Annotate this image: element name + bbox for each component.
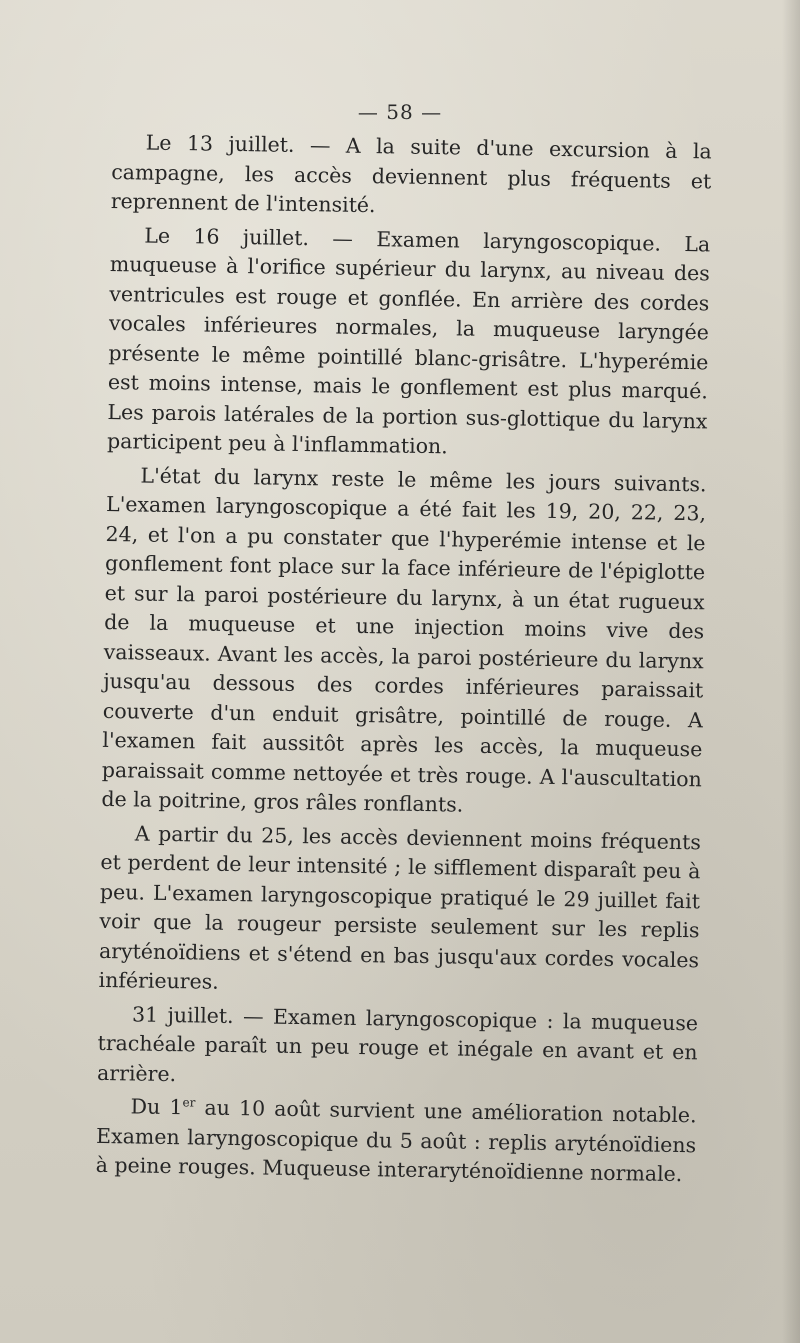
page-number: — 58 — [357,100,443,124]
paragraph-jours-suivants: L'état du larynx reste le même les jours suivants. L'examen laryngoscopique a été fait les 19, 20, 22, 23, 24, et l'on a pu constater que l'hyperémie intense et le gonflement font place sur la face inférieure de l'épiglotte et sur la paroi postérieure du larynx, à un état rugueux de la muqueuse et une injection moins vive des vaisseaux. Avant les accès, la paroi postérieure du larynx jusqu'au dessous des cordes inférieures paraissait couverte d'un enduit grisâtre, pointillé de rouge. A l'examen fait aussitôt après les accès, la muqueuse paraissait comme nettoyée et très rouge. A l'auscultation de la poitrine, gros râles ronflants. [101,462,707,817]
body-text [95,128,712,1194]
paragraph-aout [95,1092,696,1190]
paragraph-31-juillet: 31 juillet. — Examen laryngoscopique : la muqueuse trachéale paraît un peu rouge et inégale en avant et en arrière. [96,1001,699,1086]
paragraph-partir-du-25: A partir du 25, les accès deviennent moins fréquents et perdent de leur intensité ; le sifflement disparaît peu à peu. L'examen laryngoscopique pratiqué le 29 juillet fait voir que la rougeur persiste seulement sur les replis aryténoïdiens et s'étend en bas jusqu'aux cordes vocales inférieures. [98,820,702,994]
paragraph-16-juillet: Le 16 juillet. — Examen laryngoscopique. La muqueuse à l'orifice supérieur du larynx, au niveau des ventricules est rouge et gonflée. En arrière des cordes vocales inférieures normales, la muqueuse laryngée présente le même pointillé blanc-grisâtre. L'hyperémie est moins intense, mais le gonflement est plus marqué. Les parois latérales de la portion sus-glottique du larynx participent peu à l'inflammation. [106,223,711,459]
aout-text-start: Du 1 [130,1094,183,1120]
page-gutter-shadow [782,0,800,1343]
ordinal-superscript: er [182,1095,196,1110]
paragraph-13-juillet: Le 13 juillet. — A la suite d'une excursion à la campagne, les accès deviennent plus fréquents et reprennent de l'intensité. [110,130,712,218]
aout-text-end: au 10 août survient une amélioration notable. Examen laryngoscopique du 5 août : replis aryténoïdiens à peine rouges. Muqueuse interaryténoïdienne normale. [95,1095,697,1187]
